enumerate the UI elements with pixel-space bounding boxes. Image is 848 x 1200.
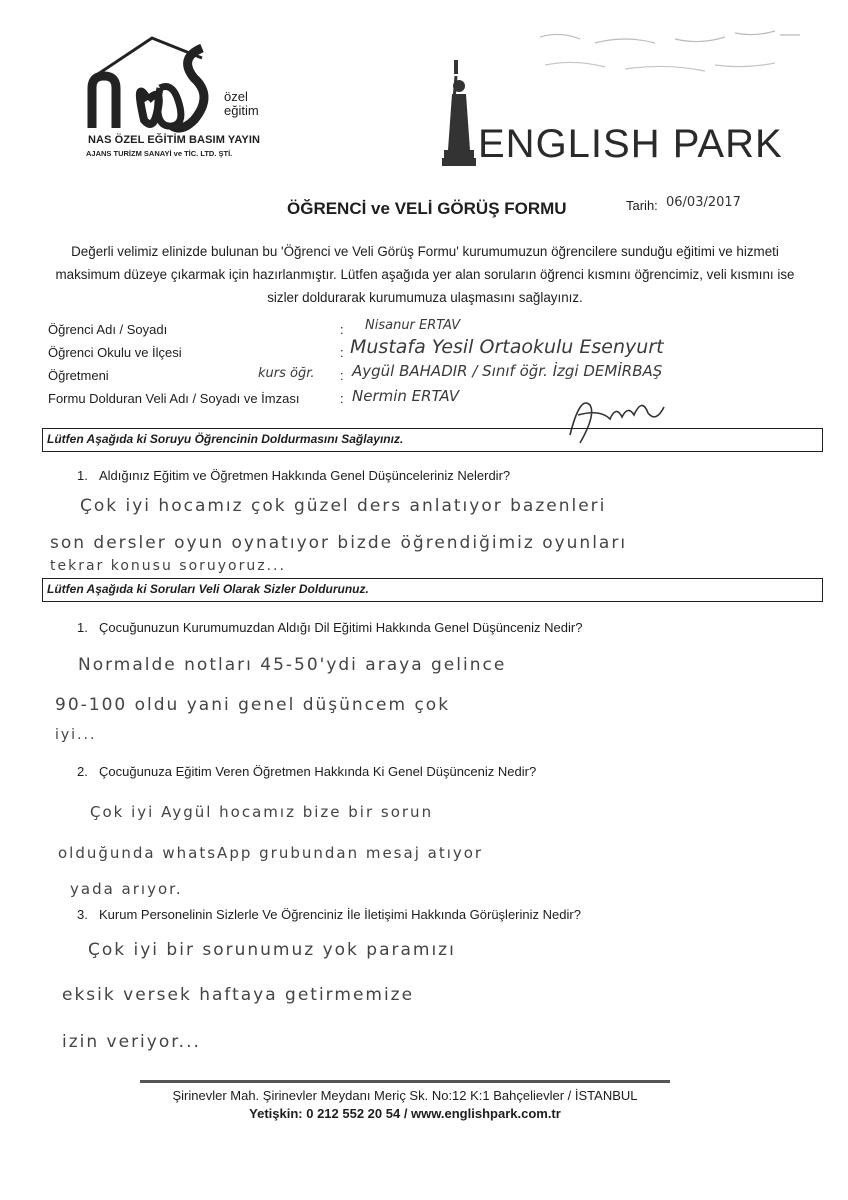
parent-answer-3-line-2[interactable]: eksik versek haftaya getirmemize <box>62 985 415 1005</box>
parent-question-3-number: 3. <box>77 907 88 922</box>
student-answer-line-1[interactable]: Çok iyi hocamız çok güzel ders anlatıyor bazenleri <box>80 496 607 516</box>
student-section-title: Lütfen Aşağıda ki Soruyu Öğrencinin Doldurmasını Sağlayınız. <box>47 432 404 446</box>
date-value[interactable]: 06/03/2017 <box>666 195 741 210</box>
nas-ozel-label: özel <box>224 89 248 104</box>
colon: : <box>340 368 344 383</box>
nas-logo <box>82 28 282 173</box>
parent-answer-1-line-1[interactable]: Normalde notları 45-50'ydi araya gelince <box>78 655 507 675</box>
teacher-note[interactable]: kurs öğr. <box>258 366 315 381</box>
statue-of-liberty-icon <box>440 60 480 170</box>
english-park-wordmark: ENGLISH PARK <box>478 122 783 166</box>
student-section-header <box>42 428 823 452</box>
teacher-value[interactable]: Aygül BAHADIR / Sınıf öğr. İzgi DEMİRBAŞ <box>352 362 663 380</box>
parent-label: Formu Dolduran Veli Adı / Soyadı ve İmzası <box>48 391 300 406</box>
student-name-value[interactable]: Nisanur ERTAV <box>365 318 461 333</box>
date-label: Tarih: <box>626 198 658 213</box>
form-title: ÖĞRENCİ ve VELİ GÖRÜŞ FORMU <box>287 199 567 218</box>
intro-paragraph: Değerli velimiz elinizde bulunan bu 'Öğrenci ve Veli Görüş Formu' kurumumuzun öğrencilere sunduğu eğitimi ve hizmeti maksimum düzeye çıkarmak için hazırlanmıştır. Lütfen aşağıda yer alan soruların öğrenci kısmını öğrencimiz, veli kısmını ise sizler doldurarak kurumumuza ulaşmasını sağlayınız. <box>55 244 795 305</box>
student-answer-line-2[interactable]: son dersler oyun oynatıyor bizde öğrendiğimiz oyunları <box>50 533 628 553</box>
english-park-logo <box>440 60 783 170</box>
student-question-number: 1. <box>77 468 88 483</box>
footer-contact: Yetişkin: 0 212 552 20 54 / www.englishpark.com.tr <box>249 1106 561 1121</box>
student-school-value[interactable]: Mustafa Yesil Ortaokulu Esenyurt <box>350 336 664 358</box>
nas-company-name: NAS ÖZEL EĞİTİM BASIM YAYIN <box>88 134 261 146</box>
teacher-label: Öğretmeni <box>48 368 109 383</box>
nas-wordmark-icon <box>82 28 282 138</box>
parent-section-header <box>42 578 823 602</box>
colon: : <box>340 345 344 360</box>
parent-question-2-text: Çocuğunuza Eğitim Veren Öğretmen Hakkında Ki Genel Düşünceniz Nedir? <box>99 764 537 779</box>
parent-question-2-number: 2. <box>77 764 88 779</box>
footer-address: Şirinevler Mah. Şirinevler Meydanı Meriç Sk. No:12 K:1 Bahçelievler / İSTANBUL <box>172 1088 638 1103</box>
parent-answer-1-line-2[interactable]: 90-100 oldu yani genel düşüncem çok <box>55 695 451 715</box>
student-school-label: Öğrenci Okulu ve İlçesi <box>48 345 182 360</box>
student-question-text: Aldığınız Eğitim ve Öğretmen Hakkında Genel Düşünceleriniz Nelerdir? <box>99 468 511 483</box>
footer-divider <box>140 1080 670 1083</box>
parent-value[interactable]: Nermin ERTAV <box>352 387 460 405</box>
parent-answer-2-line-1[interactable]: Çok iyi Aygül hocamız bize bir sorun <box>90 803 434 821</box>
parent-question-3-text: Kurum Personelinin Sizlerle Ve Öğrenciniz İle İletişimi Hakkında Görüşleriniz Nedir? <box>99 907 581 922</box>
parent-question-1-text: Çocuğunuzun Kurumumuzdan Aldığı Dil Eğitimi Hakkında Genel Düşünceniz Nedir? <box>99 620 583 635</box>
nas-company-subtitle: AJANS TURİZM SANAYİ ve TİC. LTD. ŞTİ. <box>86 149 233 158</box>
student-name-label: Öğrenci Adı / Soyadı <box>48 322 168 337</box>
parent-section-title: Lütfen Aşağıda ki Soruları Veli Olarak Sizler Doldurunuz. <box>47 582 369 596</box>
parent-answer-2-line-2[interactable]: olduğunda whatsApp grubundan mesaj atıyor <box>58 844 484 862</box>
student-answer-line-3[interactable]: tekrar konusu soruyoruz... <box>50 558 286 574</box>
parent-answer-3-line-1[interactable]: Çok iyi bir sorunumuz yok paramızı <box>88 940 456 960</box>
parent-answer-3-line-3[interactable]: izin veriyor... <box>62 1032 201 1052</box>
parent-question-1-number: 1. <box>77 620 88 635</box>
colon: : <box>340 391 344 406</box>
colon: : <box>340 322 344 337</box>
nas-egitim-label: eğitim <box>224 103 259 118</box>
parent-answer-2-line-3[interactable]: yada arıyor. <box>70 880 183 898</box>
parent-answer-1-line-3[interactable]: iyi... <box>55 727 97 743</box>
